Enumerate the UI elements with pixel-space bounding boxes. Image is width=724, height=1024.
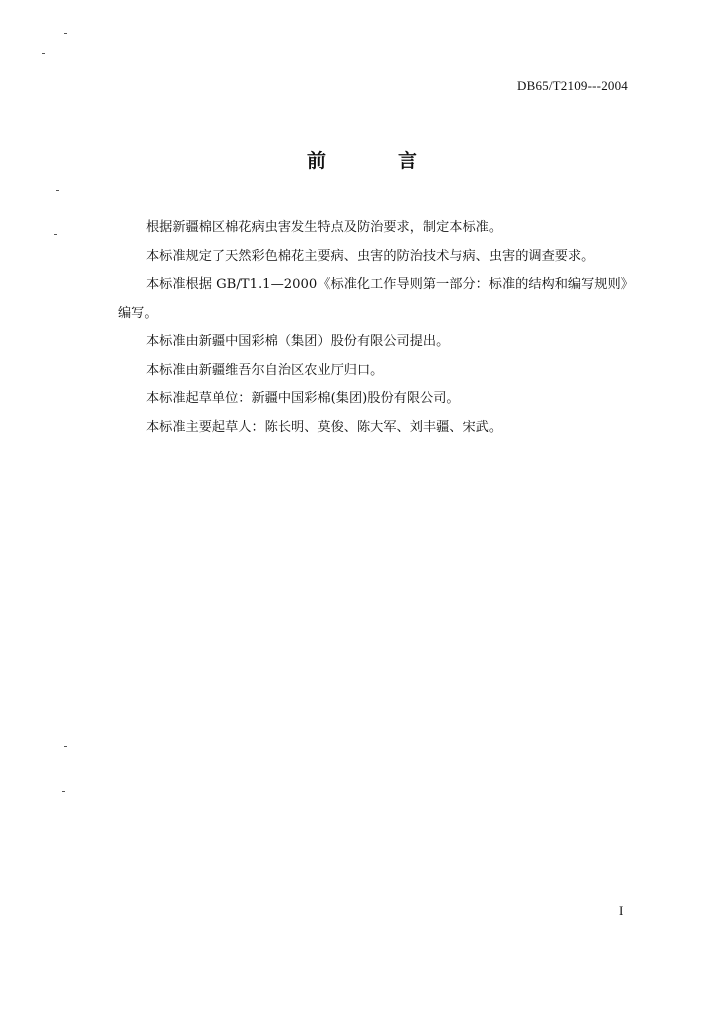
paragraph-administrator: 本标准由新疆维吾尔自治区农业厅归口。 [146,362,384,378]
standard-code: DB65/T2109---2004 [517,78,628,93]
scan-speck [56,190,59,191]
foreword-body [118,214,628,442]
scan-speck [64,33,67,34]
page-number: I [619,903,624,918]
scan-speck [62,791,65,792]
page-title [0,146,724,173]
scan-speck [42,53,45,54]
paragraph-drafting-rules: 本标准根据 GB/T1.1—2000《标准化工作导则第一部分：标准的结构和编写规则》编写。 [118,277,628,321]
paragraph-drafters: 本标准主要起草人：陈长明、莫俊、陈大军、刘丰疆、宋武。 [146,419,503,435]
paragraph-drafting-unit: 本标准起草单位：新疆中国彩棉(集团)股份有限公司。 [146,391,460,406]
paragraph-proposer: 本标准由新疆中国彩棉（集团）股份有限公司提出。 [146,334,450,349]
paragraph-scope: 本标准规定了天然彩色棉花主要病、虫害的防治技术与病、虫害的调查要求。 [146,248,595,264]
title-char-2: 言 [398,150,418,172]
scan-speck [64,746,67,747]
scan-speck [54,234,57,235]
title-char-1: 前 [306,150,326,172]
paragraph-basis: 根据新疆棉区棉花病虫害发生特点及防治要求，制定本标准。 [146,220,503,235]
